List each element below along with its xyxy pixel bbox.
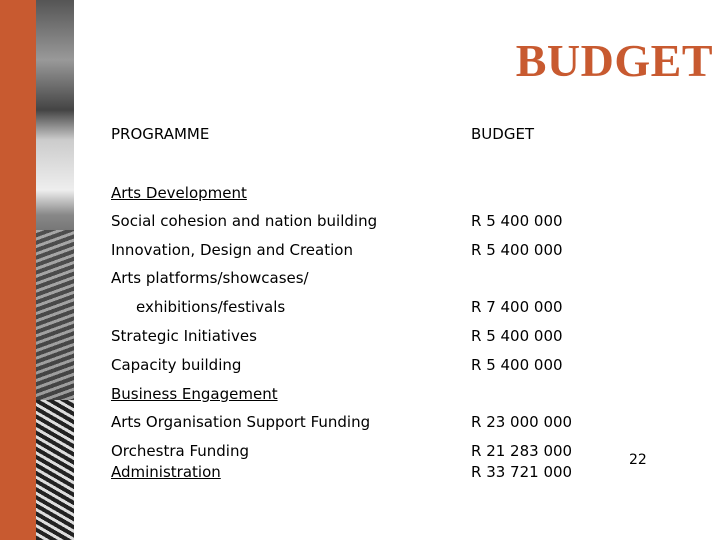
header-budget: BUDGET — [471, 125, 535, 143]
row-amount: R 5 400 000 — [471, 327, 563, 345]
section-arts-development: Arts Development — [111, 184, 247, 202]
row-label: Capacity building — [111, 356, 242, 374]
row-amount: R 5 400 000 — [471, 212, 563, 230]
decorative-photo — [36, 0, 74, 540]
row-label: Administration — [111, 463, 221, 481]
row-label: Orchestra Funding — [111, 442, 249, 460]
row-amount: R 5 400 000 — [471, 356, 563, 374]
row-label: Arts platforms/showcases/ — [111, 269, 309, 287]
row-label-continued: exhibitions/festivals — [136, 298, 286, 316]
accent-strip — [0, 0, 36, 540]
row-amount: R 21 283 000 — [471, 442, 573, 460]
row-amount: R 23 000 000 — [471, 413, 573, 431]
header-programme: PROGRAMME — [111, 125, 210, 143]
row-amount: R 33 721 000 — [471, 463, 573, 481]
row-amount: R 7 400 000 — [471, 298, 563, 316]
page-number: 22 — [629, 452, 647, 468]
slide-title: BUDGET — [515, 35, 713, 86]
row-label: Strategic Initiatives — [111, 327, 257, 345]
row-label: Arts Organisation Support Funding — [111, 413, 371, 431]
row-label: Innovation, Design and Creation — [111, 241, 353, 259]
section-business-engagement: Business Engagement — [111, 385, 278, 403]
row-label: Social cohesion and nation building — [111, 212, 378, 230]
row-amount: R 5 400 000 — [471, 241, 563, 259]
